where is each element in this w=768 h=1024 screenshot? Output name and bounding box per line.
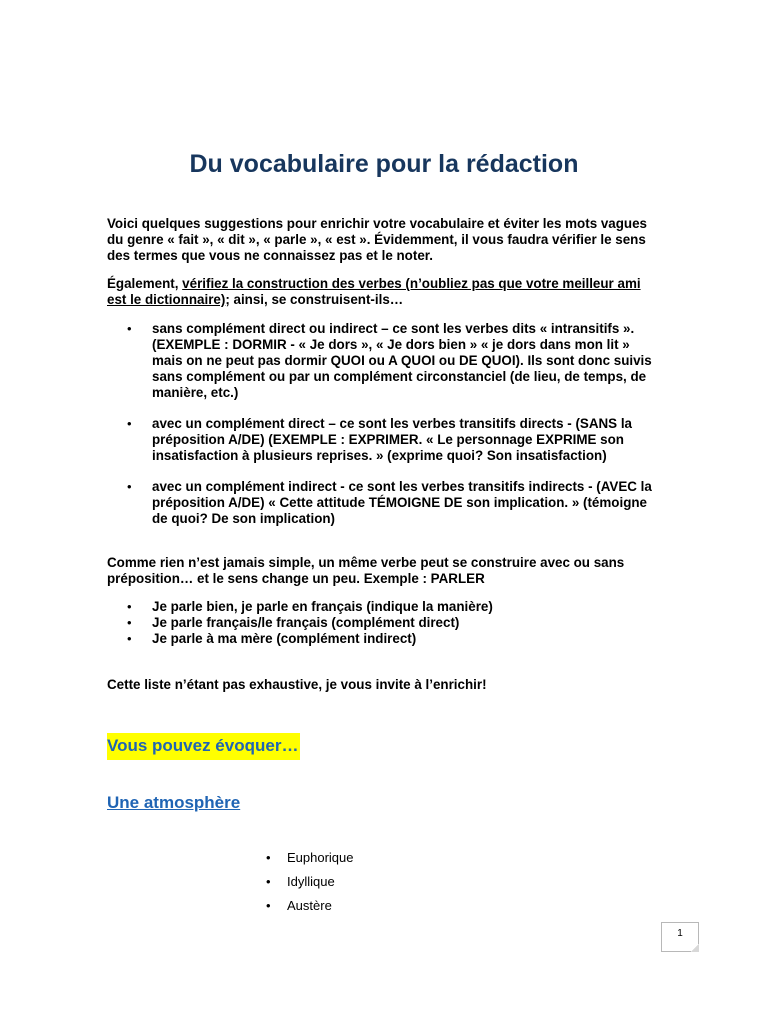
verb-construction-paragraph [107, 276, 662, 308]
construction-list [107, 321, 662, 527]
page-fold-icon [691, 944, 699, 952]
list-item: • sans complément direct ou indirect – ce sont les verbes dits « intransitifs ». (EXEMPLE : DORMIR - « Je dors », « Je dors bien » « je dors dans mon lit » mais on ne peut pas dormir QUOI ou A QUOI ou DE QUOI). Ils sont donc suivis sans complément ou par un complément circonstanciel (de lieu, de temps, de manière, etc.) [127, 321, 652, 400]
intro-block [107, 216, 662, 264]
bullet-icon: • [127, 631, 132, 646]
nuance-paragraph: Comme rien n’est jamais simple, un même verbe peut se construire avec ou sans préposition… et le sens change un peu. Exemple : PARLER [107, 555, 625, 586]
list-item: • Euphorique [263, 846, 354, 870]
p2-underlined: vérifiez la construction des verbes (n’oubliez pas que votre meilleur ami est le dictionnaire) [107, 276, 641, 307]
atmosphere-list [263, 846, 354, 918]
page-title: Du vocabulaire pour la rédaction [189, 150, 579, 178]
bullet-icon: • [266, 850, 271, 865]
list-item: • Austère [263, 894, 354, 918]
list-item: • avec un complément indirect - ce sont les verbes transitifs indirects - (AVEC la préposition A/DE) « Cette attitude TÉMOIGNE DE son implication. » (témoigne de quoi? De son implication) [127, 479, 652, 526]
bullet-icon: • [266, 874, 271, 889]
p2-lead: Également, [107, 276, 183, 291]
page-number-box [661, 922, 699, 952]
bullet-icon: • [266, 898, 271, 913]
intro-paragraph: Voici quelques suggestions pour enrichir votre vocabulaire et éviter les mots vagues du genre « fait », « dit », « parle », « est ». Évidemment, il vous faudra vérifier le sens des termes que vous ne connaissez pas et le noter. [107, 216, 648, 263]
list-item: • Je parle français/le français (complément direct) [127, 615, 460, 630]
bullet-icon: • [127, 615, 132, 630]
list-item: • Idyllique [263, 870, 354, 894]
bullet-icon: • [127, 321, 132, 336]
list-item: • Je parle bien, je parle en français (indique la manière) [127, 599, 493, 614]
bullet-icon: • [127, 416, 132, 431]
list-item: • Je parle à ma mère (complément indirect) [127, 631, 417, 646]
p2-tail: ; ainsi, se construisent-ils… [225, 292, 404, 307]
list-item: • avec un complément direct – ce sont les verbes transitifs directs - (SANS la préposition A/DE) (EXEMPLE : EXPRIMER. « Le personnage EXPRIME son insatisfaction à plusieurs reprises. » (exprime quoi? Son insatisfaction) [127, 416, 633, 463]
bullet-icon: • [127, 599, 132, 614]
examples-list [107, 599, 662, 647]
subheading: Une atmosphère [107, 793, 241, 812]
page-number: 1 [677, 928, 683, 939]
closing-paragraph: Cette liste n’étant pas exhaustive, je vous invite à l’enrichir! [107, 677, 487, 692]
section-heading: Vous pouvez évoquer… [107, 733, 300, 760]
bullet-icon: • [127, 479, 132, 494]
